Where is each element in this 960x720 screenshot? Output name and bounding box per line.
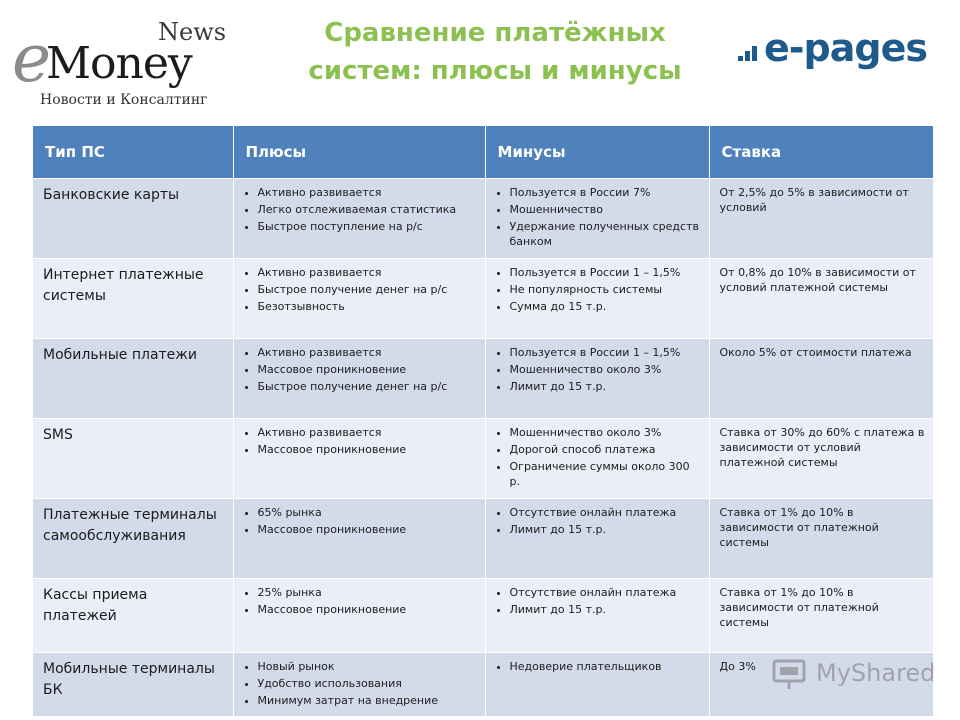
list-item: • Мошенничество — [510, 202, 701, 217]
cell-type: Банковские карты — [33, 178, 233, 258]
list-item: • Недоверие плательщиков — [510, 659, 701, 674]
list-item: • Легко отслеживаемая статистика — [258, 202, 477, 217]
list-item: • Безотзывность — [258, 299, 477, 314]
logo-news-text: News — [158, 18, 227, 46]
cell-cons — [485, 338, 709, 418]
list-item: • Мошенничество около 3% — [510, 425, 701, 440]
list-item: • Отсутствие онлайн платежа — [510, 585, 701, 600]
cell-pros — [233, 418, 485, 498]
myshared-watermark — [770, 655, 936, 695]
cell-cons — [485, 578, 709, 652]
epages-logo-text: e-pages — [764, 26, 927, 70]
cell-pros — [233, 338, 485, 418]
list-item: • Пользуется в России 7% — [510, 185, 701, 200]
cell-pros — [233, 178, 485, 258]
presentation-icon — [770, 655, 810, 691]
list-item: • Лимит до 15 т.р. — [510, 522, 701, 537]
list-item: • Активно развивается — [258, 425, 477, 440]
table-row — [33, 418, 933, 498]
list-item: • Пользуется в России 1 – 1,5% — [510, 345, 701, 360]
cell-type: Платежные терминалы самообслуживания — [33, 498, 233, 578]
list-item: • Удобство использования — [258, 676, 477, 691]
list-item: • Активно развивается — [258, 185, 477, 200]
col-header-pros: Плюсы — [233, 126, 485, 178]
list-item: • Минимум затрат на внедрение — [258, 693, 477, 708]
cell-pros — [233, 578, 485, 652]
list-item: • Ограничение суммы около 300 р. — [510, 459, 701, 489]
cell-cons — [485, 418, 709, 498]
logo-subtitle: Новости и Консалтинг — [40, 92, 208, 108]
epages-logo — [738, 26, 954, 72]
list-item: • Новый рынок — [258, 659, 477, 674]
list-item: • Не популярность системы — [510, 282, 701, 297]
cell-pros — [233, 498, 485, 578]
list-item: • Массовое проникновение — [258, 362, 477, 377]
logo-e-letter: e — [12, 20, 52, 97]
table-row — [33, 498, 933, 578]
list-item: • Лимит до 15 т.р. — [510, 379, 701, 394]
table-header-row — [33, 126, 933, 178]
col-header-rate: Ставка — [709, 126, 933, 178]
list-item: • Массовое проникновение — [258, 522, 477, 537]
list-item: • Быстрое получение денег на р/с — [258, 379, 477, 394]
cell-cons — [485, 178, 709, 258]
cell-type: Мобильные платежи — [33, 338, 233, 418]
list-item: • Отсутствие онлайн платежа — [510, 505, 701, 520]
page-title: Сравнение платёжных систем: плюсы и минусы — [308, 18, 682, 86]
emoney-logo — [8, 8, 238, 112]
table-row — [33, 338, 933, 418]
cell-rate: Ставка от 30% до 60% с платежа в зависимости от условий платежной системы — [709, 418, 933, 498]
list-item: • 65% рынка — [258, 505, 477, 520]
list-item: • Массовое проникновение — [258, 442, 477, 457]
table-row — [33, 178, 933, 258]
list-item: • Удержание полученных средств банком — [510, 219, 701, 249]
cell-cons — [485, 258, 709, 338]
table-row — [33, 258, 933, 338]
col-header-type: Тип ПС — [33, 126, 233, 178]
epages-bars-icon — [738, 40, 762, 64]
cell-cons — [485, 498, 709, 578]
list-item: • Быстрое получение денег на р/с — [258, 282, 477, 297]
list-item: • Дорогой способ платежа — [510, 442, 701, 457]
list-item: • 25% рынка — [258, 585, 477, 600]
cell-rate: От 2,5% до 5% в зависимости от условий — [709, 178, 933, 258]
list-item: • Быстрое поступление на р/с — [258, 219, 477, 234]
cell-type: SMS — [33, 418, 233, 498]
cell-pros — [233, 652, 485, 716]
list-item: • Активно развивается — [258, 265, 477, 280]
logo-money-text: Money — [46, 38, 192, 89]
cell-rate: Ставка от 1% до 10% в зависимости от платежной системы — [709, 498, 933, 578]
list-item: • Пользуется в России 1 – 1,5% — [510, 265, 701, 280]
cell-type: Кассы приема платежей — [33, 578, 233, 652]
table-row — [33, 578, 933, 652]
cell-rate: Около 5% от стоимости платежа — [709, 338, 933, 418]
cell-rate: До 3% — [709, 652, 933, 716]
cell-type: Интернет платежные системы — [33, 258, 233, 338]
col-header-cons: Минусы — [485, 126, 709, 178]
list-item: • Лимит до 15 т.р. — [510, 602, 701, 617]
list-item: • Сумма до 15 т.р. — [510, 299, 701, 314]
payment-systems-table — [33, 126, 934, 716]
list-item: • Активно развивается — [258, 345, 477, 360]
cell-rate: Ставка от 1% до 10% в зависимости от платежной системы — [709, 578, 933, 652]
cell-rate: От 0,8% до 10% в зависимости от условий платежной системы — [709, 258, 933, 338]
cell-cons — [485, 652, 709, 716]
list-item: • Массовое проникновение — [258, 602, 477, 617]
watermark-text: MyShared — [816, 659, 936, 687]
cell-pros — [233, 258, 485, 338]
cell-type: Мобильные терминалы БК — [33, 652, 233, 716]
list-item: • Мошенничество около 3% — [510, 362, 701, 377]
